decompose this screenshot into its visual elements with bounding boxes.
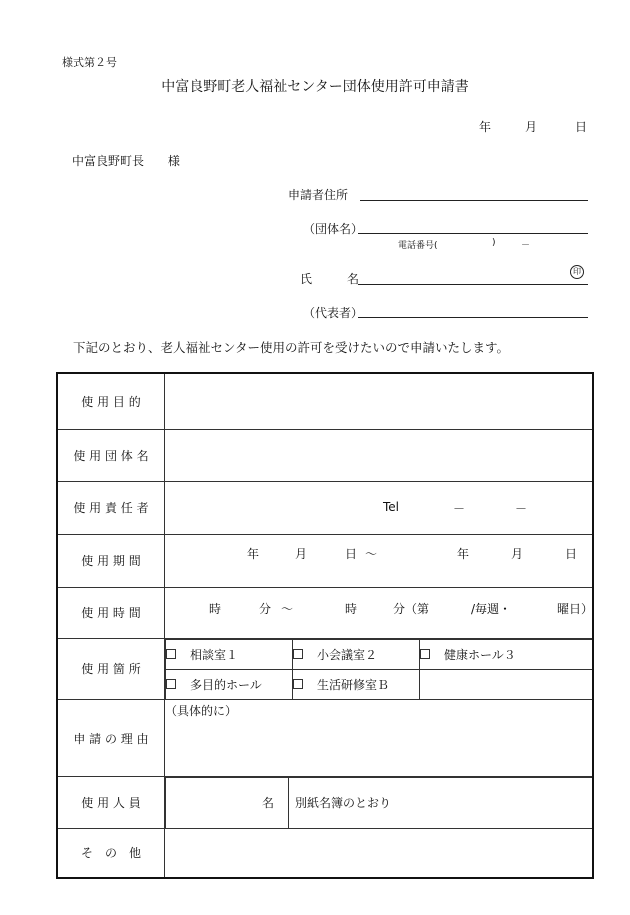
checkbox-icon[interactable] [166, 649, 176, 659]
members-header: 使 用 人 員 [57, 777, 165, 829]
members-field [165, 777, 594, 829]
row-other [57, 828, 593, 878]
row-purpose [57, 373, 593, 429]
period-end-year: 年 [457, 546, 470, 561]
intro-text: 下記のとおり、老人福祉センター使用の許可を受けたいので申請いたします。 [73, 340, 510, 355]
room-label: 健康ホール３ [444, 647, 516, 662]
checkbox-icon[interactable] [293, 649, 303, 659]
period-start-day: 日 [345, 546, 358, 561]
period-start-month: 月 [295, 546, 308, 561]
hours-weekday: 曜日） [557, 601, 594, 616]
date-day-label: 日 [575, 120, 588, 134]
reason-field[interactable] [165, 700, 594, 777]
hours-end-minute: 分（第 [393, 601, 430, 616]
application-table [56, 372, 594, 879]
room-option[interactable] [420, 639, 593, 669]
members-unit: 名 [261, 796, 274, 811]
applicant-name-label-2: 名 [347, 272, 360, 286]
applicant-address-label: 申請者住所 [288, 188, 349, 202]
room-option[interactable] [293, 669, 420, 699]
hours-end-hour: 時 [345, 601, 358, 616]
seal-mark-icon: 印 [570, 265, 584, 279]
hours-header: 使 用 時 間 [57, 587, 165, 638]
hours-start-minute: 分 [259, 601, 272, 616]
place-header: 使 用 箇 所 [57, 638, 165, 700]
applicant-name-label-1: 氏 [300, 272, 313, 286]
row-members [57, 777, 593, 829]
addressee-name: 中富良野町長 [72, 154, 145, 168]
applicant-name-line[interactable] [358, 284, 588, 285]
other-header: そ の 他 [57, 828, 165, 878]
row-period [57, 534, 593, 587]
phone-label: 電話番号( [398, 241, 438, 251]
group-name-header: 使 用 団 体 名 [57, 429, 165, 481]
period-header: 使 用 期 間 [57, 534, 165, 587]
purpose-field[interactable] [165, 373, 594, 429]
group-name-field[interactable] [165, 429, 594, 481]
reason-header: 申 請 の 理 由 [57, 700, 165, 777]
room-label: 多目的ホール [190, 677, 262, 692]
applicant-group-label: （団体名） [303, 222, 364, 236]
members-grid [165, 777, 592, 828]
row-hours [57, 587, 593, 638]
applicant-group-line[interactable] [358, 233, 588, 234]
room-option[interactable] [166, 639, 293, 669]
room-option[interactable] [293, 639, 420, 669]
row-reason [57, 700, 593, 777]
date-month-label: 月 [525, 120, 538, 134]
form-number: 様式第２号 [62, 56, 117, 69]
phone-dash: － [521, 241, 531, 251]
responsible-field[interactable] [165, 481, 594, 534]
period-end-month: 月 [511, 546, 524, 561]
phone-close-paren: ) [492, 238, 496, 248]
period-start-year: 年 [247, 546, 260, 561]
room-option[interactable] [166, 669, 293, 699]
form-title: 中富良野町老人福祉センター団体使用許可申請書 [161, 79, 469, 95]
hours-weekly: /毎週・ [471, 601, 512, 616]
period-field[interactable] [165, 534, 594, 587]
row-place [57, 638, 593, 700]
room-grid [165, 639, 592, 700]
period-end-day: 日 [565, 546, 578, 561]
room-label: 相談室１ [190, 647, 239, 662]
tel-label: Tel [383, 499, 400, 514]
checkbox-icon[interactable] [293, 679, 303, 689]
responsible-header: 使 用 責 任 者 [57, 481, 165, 534]
other-field[interactable] [165, 828, 594, 878]
tel-dash-1: － [453, 501, 466, 516]
hours-tilde: ～ [281, 601, 294, 616]
row-group-name [57, 429, 593, 481]
addressee-honorific: 様 [167, 154, 180, 168]
members-note-cell [289, 778, 593, 828]
tel-dash-2: － [515, 501, 528, 516]
hours-field[interactable] [165, 587, 594, 638]
checkbox-icon[interactable] [420, 649, 430, 659]
purpose-header: 使 用 目 的 [57, 373, 165, 429]
reason-note: （具体的に） [165, 704, 238, 718]
hours-start-hour: 時 [209, 601, 222, 616]
period-tilde: ～ [365, 546, 378, 561]
room-label: 生活研修室Ｂ [317, 677, 390, 692]
date-year-label: 年 [479, 120, 492, 134]
room-empty-cell [420, 669, 593, 699]
applicant-address-line[interactable] [360, 200, 588, 201]
addressee [72, 152, 180, 169]
representative-line[interactable] [358, 317, 588, 318]
place-field [165, 638, 594, 700]
members-note: 別紙名簿のとおり [295, 796, 392, 811]
room-label: 小会議室２ [317, 647, 378, 662]
representative-label: （代表者） [303, 306, 364, 320]
row-responsible [57, 481, 593, 534]
checkbox-icon[interactable] [166, 679, 176, 689]
members-count[interactable] [166, 778, 289, 828]
